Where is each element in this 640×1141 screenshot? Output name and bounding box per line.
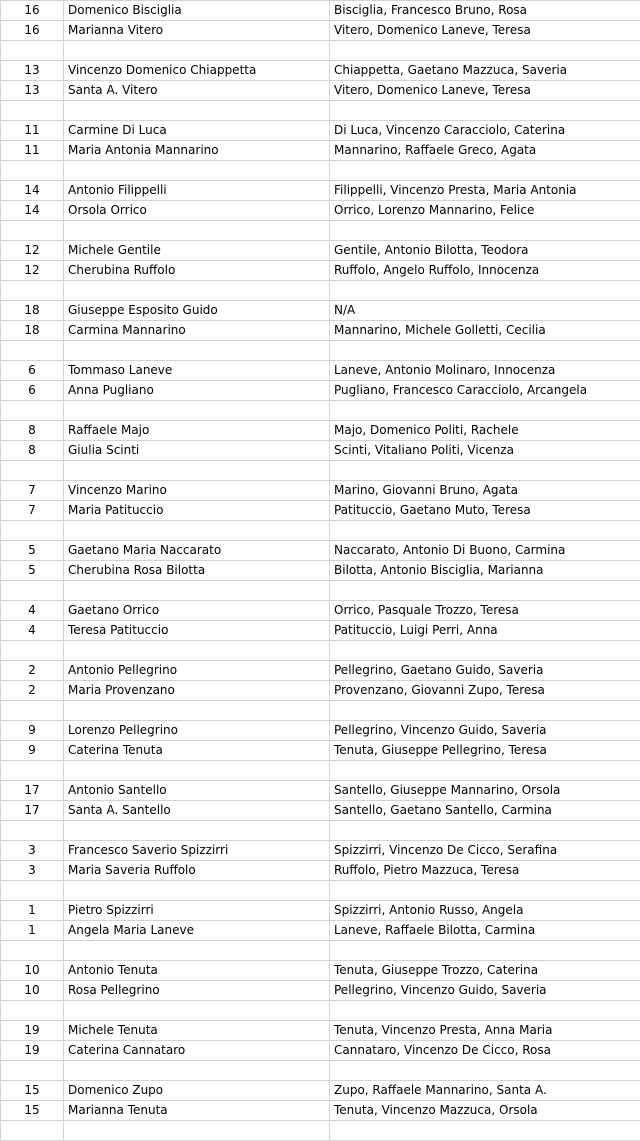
table-row [1,861,640,881]
empty-cell[interactable] [64,281,330,301]
empty-cell[interactable] [64,101,330,121]
empty-cell[interactable] [330,101,640,121]
cell-parents[interactable]: Spizzirri, Vincenzo De Cicco, Serafina [330,841,640,861]
table-row [1,541,640,561]
empty-cell[interactable] [330,1001,640,1021]
cell-spouse-name[interactable]: Giulia Scinti [64,441,330,461]
table-row [1,481,640,501]
cell-spouse-name[interactable]: Michele Tenuta [64,1021,330,1041]
blank-row [1,581,640,601]
blank-row [1,401,640,421]
cell-parents[interactable]: Laneve, Antonio Molinaro, Innocenza [330,361,640,381]
cell-number[interactable]: 17 [1,781,64,801]
cell-number[interactable]: 2 [1,681,64,701]
empty-cell[interactable] [330,41,640,61]
table-row [1,741,640,761]
cell-parents[interactable]: Orrico, Pasquale Trozzo, Teresa [330,601,640,621]
cell-spouse-name[interactable]: Marianna Tenuta [64,1101,330,1121]
cell-spouse-name[interactable]: Antonio Santello [64,781,330,801]
blank-row [1,41,640,61]
cell-number[interactable]: 10 [1,961,64,981]
cell-parents[interactable]: Ruffolo, Angelo Ruffolo, Innocenza [330,261,640,281]
empty-cell[interactable] [1,221,64,241]
cell-spouse-name[interactable]: Caterina Cannataro [64,1041,330,1061]
blank-row [1,221,640,241]
cell-number[interactable]: 12 [1,241,64,261]
cell-number[interactable]: 18 [1,321,64,341]
cell-spouse-name[interactable]: Gaetano Maria Naccarato [64,541,330,561]
cell-spouse-name[interactable]: Angela Maria Laneve [64,921,330,941]
table-row [1,661,640,681]
table-row [1,181,640,201]
empty-cell[interactable] [64,761,330,781]
empty-cell[interactable] [64,881,330,901]
cell-number[interactable]: 19 [1,1021,64,1041]
table-row [1,961,640,981]
cell-parents[interactable]: Gentile, Antonio Bilotta, Teodora [330,241,640,261]
cell-parents[interactable]: Filippelli, Vincenzo Presta, Maria Antonia [330,181,640,201]
cell-spouse-name[interactable]: Domenico Zupo [64,1081,330,1101]
table-row [1,621,640,641]
cell-spouse-name[interactable]: Francesco Saverio Spizzirri [64,841,330,861]
cell-parents[interactable]: Cannataro, Vincenzo De Cicco, Rosa [330,1041,640,1061]
cell-spouse-name[interactable]: Giuseppe Esposito Guido [64,301,330,321]
cell-parents[interactable]: Marino, Giovanni Bruno, Agata [330,481,640,501]
table-row [1,841,640,861]
cell-spouse-name[interactable]: Santa A. Santello [64,801,330,821]
cell-spouse-name[interactable]: Antonio Pellegrino [64,661,330,681]
cell-number[interactable]: 5 [1,561,64,581]
empty-cell[interactable] [64,1121,330,1141]
table-row [1,301,640,321]
blank-row [1,101,640,121]
empty-cell[interactable] [1,1001,64,1021]
empty-cell[interactable] [330,821,640,841]
empty-cell[interactable] [64,161,330,181]
blank-row [1,521,640,541]
cell-spouse-name[interactable]: Antonio Filippelli [64,181,330,201]
empty-cell[interactable] [330,161,640,181]
empty-cell[interactable] [1,701,64,721]
empty-cell[interactable] [64,461,330,481]
blank-row [1,941,640,961]
cell-number[interactable]: 3 [1,841,64,861]
cell-parents[interactable]: Pugliano, Francesco Caracciolo, Arcangela [330,381,640,401]
blank-row [1,281,640,301]
cell-spouse-name[interactable]: Marianna Vitero [64,21,330,41]
cell-spouse-name[interactable]: Maria Patituccio [64,501,330,521]
cell-spouse-name[interactable]: Domenico Bisciglia [64,1,330,21]
table-row [1,801,640,821]
cell-spouse-name[interactable]: Cherubina Ruffolo [64,261,330,281]
cell-number[interactable]: 16 [1,21,64,41]
empty-cell[interactable] [64,941,330,961]
empty-cell[interactable] [330,1121,640,1141]
cell-number[interactable]: 18 [1,301,64,321]
cell-number[interactable]: 13 [1,81,64,101]
empty-cell[interactable] [1,161,64,181]
table-row [1,141,640,161]
table-row [1,61,640,81]
cell-number[interactable]: 8 [1,441,64,461]
cell-number[interactable]: 14 [1,181,64,201]
table-row [1,721,640,741]
table-row [1,201,640,221]
table-row [1,441,640,461]
cell-spouse-name[interactable]: Teresa Patituccio [64,621,330,641]
cell-spouse-name[interactable]: Antonio Tenuta [64,961,330,981]
cell-parents[interactable]: Chiappetta, Gaetano Mazzuca, Saveria [330,61,640,81]
cell-parents[interactable]: Laneve, Raffaele Bilotta, Carmina [330,921,640,941]
cell-number[interactable]: 11 [1,121,64,141]
cell-parents[interactable]: Spizzirri, Antonio Russo, Angela [330,901,640,921]
cell-number[interactable]: 2 [1,661,64,681]
cell-number[interactable]: 9 [1,741,64,761]
empty-cell[interactable] [64,641,330,661]
cell-number[interactable]: 13 [1,61,64,81]
empty-cell[interactable] [64,1001,330,1021]
cell-parents[interactable]: Zupo, Raffaele Mannarino, Santa A. [330,1081,640,1101]
table-row [1,361,640,381]
blank-row [1,1001,640,1021]
empty-cell[interactable] [1,1061,64,1081]
table-row [1,1021,640,1041]
cell-parents[interactable]: Tenuta, Vincenzo Presta, Anna Maria [330,1021,640,1041]
blank-row [1,641,640,661]
cell-number[interactable]: 4 [1,621,64,641]
empty-cell[interactable] [1,461,64,481]
cell-number[interactable]: 10 [1,981,64,1001]
blank-row [1,821,640,841]
empty-cell[interactable] [330,761,640,781]
cell-number[interactable]: 11 [1,141,64,161]
empty-cell[interactable] [64,521,330,541]
blank-row [1,1121,640,1141]
empty-cell[interactable] [1,281,64,301]
cell-spouse-name[interactable]: Carmine Di Luca [64,121,330,141]
table-row [1,681,640,701]
blank-row [1,761,640,781]
cell-spouse-name[interactable]: Maria Antonia Mannarino [64,141,330,161]
empty-cell[interactable] [1,941,64,961]
cell-spouse-name[interactable]: Michele Gentile [64,241,330,261]
cell-spouse-name[interactable]: Vincenzo Domenico Chiappetta [64,61,330,81]
cell-number[interactable]: 6 [1,361,64,381]
empty-cell[interactable] [330,341,640,361]
cell-number[interactable]: 6 [1,381,64,401]
empty-cell[interactable] [1,101,64,121]
cell-number[interactable]: 15 [1,1101,64,1121]
cell-number[interactable]: 16 [1,1,64,21]
table-row [1,1,640,21]
cell-parents[interactable]: N/A [330,301,640,321]
cell-parents[interactable]: Mannarino, Raffaele Greco, Agata [330,141,640,161]
table-row [1,921,640,941]
cell-number[interactable]: 5 [1,541,64,561]
cell-spouse-name[interactable]: Gaetano Orrico [64,601,330,621]
spreadsheet-body [1,1,640,1141]
cell-number[interactable]: 4 [1,601,64,621]
table-row [1,321,640,341]
blank-row [1,341,640,361]
empty-cell[interactable] [330,461,640,481]
cell-parents[interactable]: Majo, Domenico Politi, Rachele [330,421,640,441]
cell-number[interactable]: 15 [1,1081,64,1101]
cell-parents[interactable]: Scinti, Vitaliano Politi, Vicenza [330,441,640,461]
cell-spouse-name[interactable]: Raffaele Majo [64,421,330,441]
cell-number[interactable]: 8 [1,421,64,441]
empty-cell[interactable] [1,581,64,601]
cell-spouse-name[interactable]: Vincenzo Marino [64,481,330,501]
empty-cell[interactable] [330,281,640,301]
table-row [1,981,640,1001]
empty-cell[interactable] [330,881,640,901]
cell-parents[interactable]: Pellegrino, Vincenzo Guido, Saveria [330,721,640,741]
table-row [1,241,640,261]
cell-number[interactable]: 7 [1,481,64,501]
empty-cell[interactable] [330,221,640,241]
empty-cell[interactable] [1,1121,64,1141]
empty-cell[interactable] [330,641,640,661]
table-row [1,1041,640,1061]
cell-spouse-name[interactable]: Santa A. Vitero [64,81,330,101]
empty-cell[interactable] [1,881,64,901]
table-row [1,381,640,401]
blank-row [1,701,640,721]
cell-parents[interactable]: Tenuta, Giuseppe Pellegrino, Teresa [330,741,640,761]
table-row [1,781,640,801]
cell-parents[interactable]: Tenuta, Vincenzo Mazzuca, Orsola [330,1101,640,1121]
cell-number[interactable]: 17 [1,801,64,821]
cell-parents[interactable]: Santello, Giuseppe Mannarino, Orsola [330,781,640,801]
cell-number[interactable]: 9 [1,721,64,741]
empty-cell[interactable] [1,41,64,61]
cell-parents[interactable]: Di Luca, Vincenzo Caracciolo, Caterina [330,121,640,141]
blank-row [1,881,640,901]
empty-cell[interactable] [64,701,330,721]
table-row [1,261,640,281]
empty-cell[interactable] [330,521,640,541]
cell-parents[interactable]: Bilotta, Antonio Bisciglia, Marianna [330,561,640,581]
empty-cell[interactable] [330,401,640,421]
cell-parents[interactable]: Vitero, Domenico Laneve, Teresa [330,21,640,41]
cell-parents[interactable]: Pellegrino, Gaetano Guido, Saveria [330,661,640,681]
empty-cell[interactable] [64,401,330,421]
cell-spouse-name[interactable]: Tommaso Laneve [64,361,330,381]
cell-spouse-name[interactable]: Carmina Mannarino [64,321,330,341]
cell-parents[interactable]: Santello, Gaetano Santello, Carmina [330,801,640,821]
cell-parents[interactable]: Naccarato, Antonio Di Buono, Carmina [330,541,640,561]
cell-spouse-name[interactable]: Maria Provenzano [64,681,330,701]
empty-cell[interactable] [1,761,64,781]
table-row [1,601,640,621]
empty-cell[interactable] [64,1061,330,1081]
empty-cell[interactable] [1,821,64,841]
cell-number[interactable]: 1 [1,921,64,941]
cell-spouse-name[interactable]: Caterina Tenuta [64,741,330,761]
cell-parents[interactable]: Bisciglia, Francesco Bruno, Rosa [330,1,640,21]
blank-row [1,461,640,481]
cell-parents[interactable]: Mannarino, Michele Golletti, Cecilia [330,321,640,341]
cell-parents[interactable]: Orrico, Lorenzo Mannarino, Felice [330,201,640,221]
table-row [1,1101,640,1121]
cell-parents[interactable]: Provenzano, Giovanni Zupo, Teresa [330,681,640,701]
table-row [1,901,640,921]
blank-row [1,161,640,181]
empty-cell[interactable] [1,521,64,541]
cell-number[interactable]: 7 [1,501,64,521]
empty-cell[interactable] [1,401,64,421]
cell-spouse-name[interactable]: Anna Pugliano [64,381,330,401]
cell-parents[interactable]: Pellegrino, Vincenzo Guido, Saveria [330,981,640,1001]
blank-row [1,1061,640,1081]
table-row [1,421,640,441]
cell-number[interactable]: 19 [1,1041,64,1061]
empty-cell[interactable] [64,341,330,361]
empty-cell[interactable] [64,821,330,841]
cell-number[interactable]: 12 [1,261,64,281]
cell-number[interactable]: 3 [1,861,64,881]
table-row [1,81,640,101]
cell-spouse-name[interactable]: Rosa Pellegrino [64,981,330,1001]
empty-cell[interactable] [64,41,330,61]
empty-cell[interactable] [330,1061,640,1081]
table-row [1,501,640,521]
cell-spouse-name[interactable]: Maria Saveria Ruffolo [64,861,330,881]
table-row [1,121,640,141]
table-row [1,561,640,581]
empty-cell[interactable] [330,701,640,721]
cell-parents[interactable]: Vitero, Domenico Laneve, Teresa [330,81,640,101]
cell-parents[interactable]: Patituccio, Luigi Perri, Anna [330,621,640,641]
cell-number[interactable]: 14 [1,201,64,221]
empty-cell[interactable] [1,341,64,361]
cell-spouse-name[interactable]: Cherubina Rosa Bilotta [64,561,330,581]
cell-parents[interactable]: Ruffolo, Pietro Mazzuca, Teresa [330,861,640,881]
cell-parents[interactable]: Patituccio, Gaetano Muto, Teresa [330,501,640,521]
cell-spouse-name[interactable]: Orsola Orrico [64,201,330,221]
cell-number[interactable]: 1 [1,901,64,921]
cell-parents[interactable]: Tenuta, Giuseppe Trozzo, Caterina [330,961,640,981]
empty-cell[interactable] [64,581,330,601]
cell-spouse-name[interactable]: Lorenzo Pellegrino [64,721,330,741]
empty-cell[interactable] [1,641,64,661]
empty-cell[interactable] [330,581,640,601]
empty-cell[interactable] [64,221,330,241]
empty-cell[interactable] [330,941,640,961]
table-row [1,1081,640,1101]
cell-spouse-name[interactable]: Pietro Spizzirri [64,901,330,921]
table-row [1,21,640,41]
